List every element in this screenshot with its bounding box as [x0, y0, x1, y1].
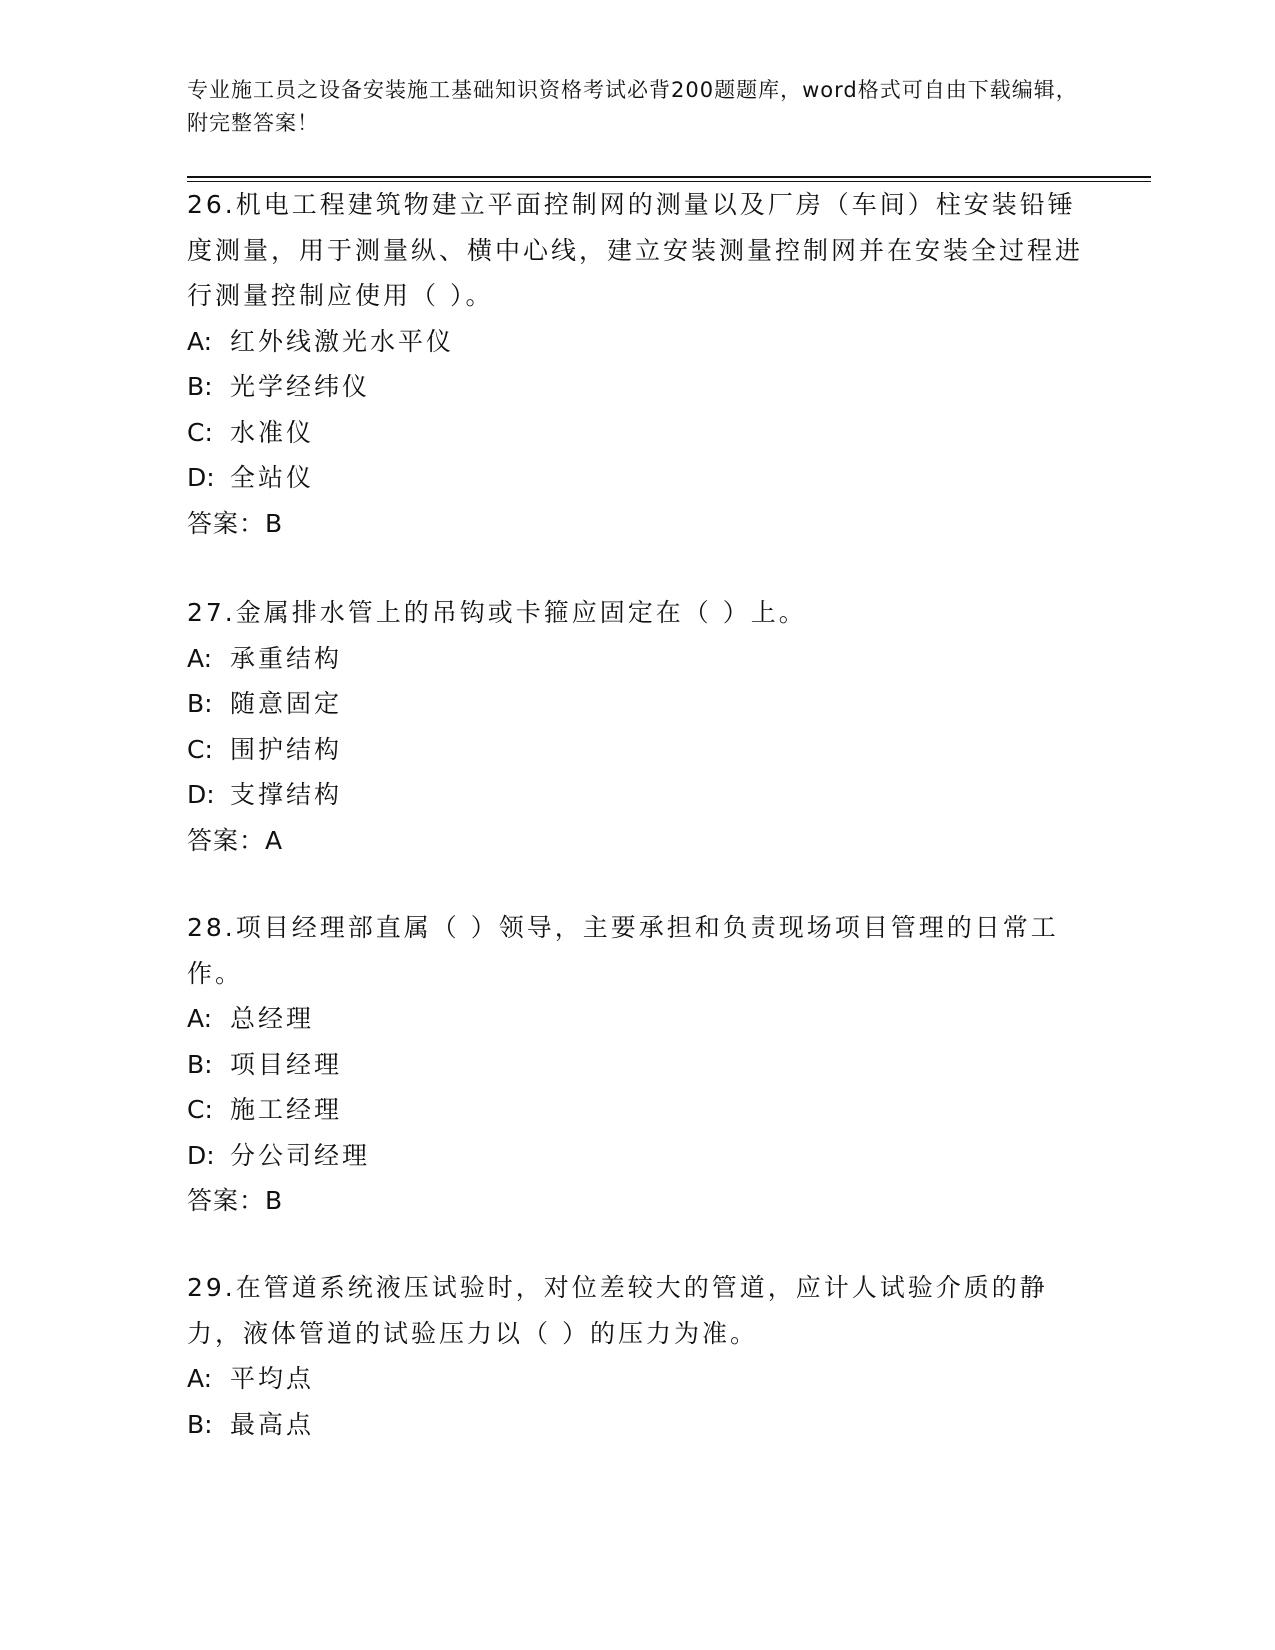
option-text: 随意固定	[230, 689, 343, 718]
option-text: 施工经理	[230, 1095, 343, 1124]
question-stem: 29.在管道系统液压试验时，对位差较大的管道，应计人试验介质的静力，液体管道的试验压力以（ ）的压力为准。	[187, 1273, 1048, 1348]
option-key: D:	[187, 463, 215, 492]
option-key: B:	[187, 1409, 213, 1439]
option-text: 光学经纬仪	[230, 372, 371, 401]
question-stem: 26.机电工程建筑物建立平面控制网的测量以及厂房（车间）柱安装铅锤度测量，用于测量纵、横中心线，建立安装测量控制网并在安装全过程进行测量控制应使用（ ）。	[187, 190, 1084, 310]
option-key: A:	[187, 1004, 213, 1033]
option-key: A:	[187, 326, 213, 356]
option-key: C:	[187, 1095, 213, 1124]
option-b	[187, 1042, 1087, 1088]
document-header: 专业施工员之设备安装施工基础知识资格考试必背200题题库，word格式可自由下载编辑，附完整答案！	[187, 78, 1078, 135]
option-text: 支撑结构	[230, 780, 343, 809]
option-text: 分公司经理	[230, 1140, 371, 1170]
option-key: B:	[187, 372, 213, 401]
option-a	[187, 996, 1087, 1042]
option-b	[187, 1402, 1087, 1448]
option-text: 水准仪	[230, 417, 315, 447]
question-stem: 27.金属排水管上的吊钩或卡箍应固定在（ ）上。	[187, 598, 807, 627]
option-text: 最高点	[230, 1409, 315, 1439]
option-text: 围护结构	[230, 734, 343, 764]
option-d	[187, 772, 1087, 818]
option-text: 承重结构	[230, 643, 343, 673]
option-a	[187, 1356, 1087, 1402]
option-d	[187, 1133, 1087, 1179]
answer-line: 答案：A	[187, 825, 284, 855]
option-key: B:	[187, 1049, 213, 1079]
option-key: D:	[187, 1140, 215, 1170]
option-text: 总经理	[230, 1004, 315, 1033]
option-c	[187, 1087, 1087, 1133]
answer-line: 答案：B	[187, 508, 284, 538]
answer-line: 答案：B	[187, 1186, 284, 1215]
option-key: C:	[187, 417, 213, 447]
option-key: C:	[187, 734, 213, 764]
question-27	[187, 590, 1087, 863]
option-key: B:	[187, 689, 213, 718]
option-a	[187, 319, 1087, 365]
option-text: 红外线激光水平仪	[230, 326, 455, 356]
question-29	[187, 1265, 1087, 1447]
question-26	[187, 182, 1087, 546]
option-b	[187, 681, 1087, 727]
option-d	[187, 455, 1087, 501]
option-key: A:	[187, 643, 213, 673]
question-stem: 28.项目经理部直属（ ）领导，主要承担和负责现场项目管理的日常工作。	[187, 913, 1059, 988]
option-a	[187, 636, 1087, 682]
option-key: D:	[187, 780, 215, 809]
option-text: 平均点	[230, 1364, 315, 1393]
question-28	[187, 905, 1087, 1224]
option-c	[187, 410, 1087, 456]
option-text: 全站仪	[230, 463, 315, 492]
option-key: A:	[187, 1364, 213, 1393]
header-divider-thick	[187, 176, 1151, 178]
option-c	[187, 727, 1087, 773]
option-text: 项目经理	[230, 1049, 343, 1079]
option-b	[187, 364, 1087, 410]
